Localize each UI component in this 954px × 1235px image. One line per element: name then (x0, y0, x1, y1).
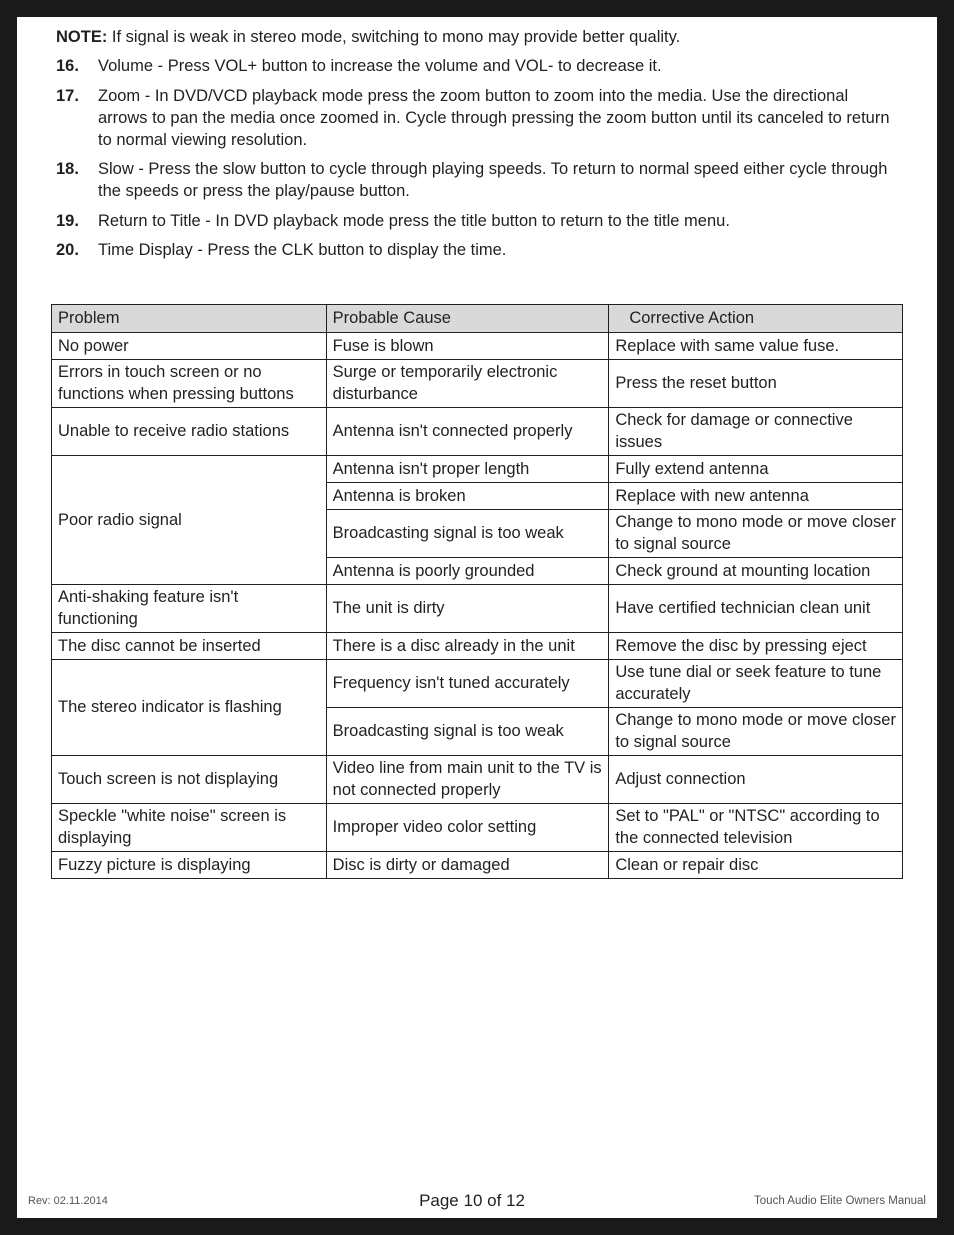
action-cell: Check for damage or connective issues (609, 408, 903, 456)
note-label: NOTE: (56, 28, 108, 46)
table-row (52, 633, 903, 660)
cause-cell: Surge or temporarily electronic disturbance (326, 360, 609, 408)
list-item (56, 55, 901, 77)
action-cell: Use tune dial or seek feature to tune accurately (609, 660, 903, 708)
page-number: Page 10 of 12 (419, 1191, 525, 1210)
item-text: Volume - Press VOL+ button to increase the volume and VOL- to decrease it. (98, 57, 662, 75)
item-number: 20. (56, 241, 79, 259)
problem-cell: Speckle "white noise" screen is displaying (52, 804, 327, 852)
problem-cell: Errors in touch screen or no functions when pressing buttons (52, 360, 327, 408)
item-number: 17. (56, 86, 79, 105)
item-number: 18. (56, 160, 79, 178)
header-problem: Problem (52, 305, 327, 333)
item-number: 19. (56, 211, 79, 230)
action-cell: Fully extend antenna (609, 456, 903, 483)
revision-date: Rev: 02.11.2014 (28, 1195, 108, 1207)
cause-cell: Antenna is broken (326, 483, 609, 510)
table-row (52, 333, 903, 360)
problem-cell: Unable to receive radio stations (52, 408, 327, 456)
action-cell: Replace with new antenna (609, 483, 903, 510)
list-item (56, 210, 901, 232)
action-cell: Set to "PAL" or "NTSC" according to the connected television (609, 804, 903, 852)
cause-cell: Video line from main unit to the TV is not connected properly (326, 756, 609, 804)
table-row (52, 585, 903, 633)
cause-cell: Broadcasting signal is too weak (326, 708, 609, 756)
item-text: Zoom - In DVD/VCD playback mode press the zoom button to zoom into the media. Use the directional arrows to pan the media once zoomed in. Cycle through pressing the zoom button until its canceled to return to normal viewing resolution. (98, 86, 890, 149)
item-text: Slow - Press the slow button to cycle through playing speeds. To return to normal speed either cycle through the speeds or press the play/pause button. (98, 160, 888, 200)
action-cell: Check ground at mounting location (609, 558, 903, 585)
manual-title: Touch Audio Elite Owners Manual (754, 1195, 926, 1207)
table-row (52, 804, 903, 852)
troubleshooting-table (51, 304, 903, 879)
cause-cell: Antenna isn't proper length (326, 456, 609, 483)
cause-cell: Antenna is poorly grounded (326, 558, 609, 585)
cause-cell: Frequency isn't tuned accurately (326, 660, 609, 708)
list-item (56, 85, 901, 151)
problem-cell: Poor radio signal (52, 456, 327, 585)
item-number: 16. (56, 57, 79, 75)
action-cell: Adjust connection (609, 756, 903, 804)
cause-cell: Antenna isn't connected properly (326, 408, 609, 456)
instruction-list (56, 55, 901, 269)
problem-cell: The stereo indicator is flashing (52, 660, 327, 756)
cause-cell: Disc is dirty or damaged (326, 852, 609, 879)
note-paragraph (56, 26, 680, 48)
problem-cell: The disc cannot be inserted (52, 633, 327, 660)
table-row (52, 456, 903, 483)
note-text: If signal is weak in stereo mode, switching to mono may provide better quality. (107, 28, 681, 46)
table-row (52, 756, 903, 804)
table-row (52, 360, 903, 408)
cause-cell: Improper video color setting (326, 804, 609, 852)
header-probable-cause: Probable Cause (326, 305, 609, 333)
action-cell: Change to mono mode or move closer to signal source (609, 708, 903, 756)
action-cell: Have certified technician clean unit (609, 585, 903, 633)
problem-cell: No power (52, 333, 327, 360)
table-row (52, 852, 903, 879)
table-header-row (52, 305, 903, 333)
action-cell: Remove the disc by pressing eject (609, 633, 903, 660)
cause-cell: Broadcasting signal is too weak (326, 510, 609, 558)
header-corrective-action: Corrective Action (609, 305, 903, 333)
table-row (52, 408, 903, 456)
list-item (56, 239, 901, 261)
action-cell: Press the reset button (609, 360, 903, 408)
cause-cell: There is a disc already in the unit (326, 633, 609, 660)
table-row (52, 660, 903, 708)
list-item (56, 158, 901, 202)
action-cell: Change to mono mode or move closer to signal source (609, 510, 903, 558)
action-cell: Replace with same value fuse. (609, 333, 903, 360)
item-text: Time Display - Press the CLK button to display the time. (98, 241, 507, 259)
problem-cell: Fuzzy picture is displaying (52, 852, 327, 879)
problem-cell: Anti-shaking feature isn't functioning (52, 585, 327, 633)
problem-cell: Touch screen is not displaying (52, 756, 327, 804)
action-cell: Clean or repair disc (609, 852, 903, 879)
cause-cell: Fuse is blown (326, 333, 609, 360)
cause-cell: The unit is dirty (326, 585, 609, 633)
manual-page (17, 17, 937, 1218)
item-text: Return to Title - In DVD playback mode press the title button to return to the title menu. (98, 211, 730, 230)
